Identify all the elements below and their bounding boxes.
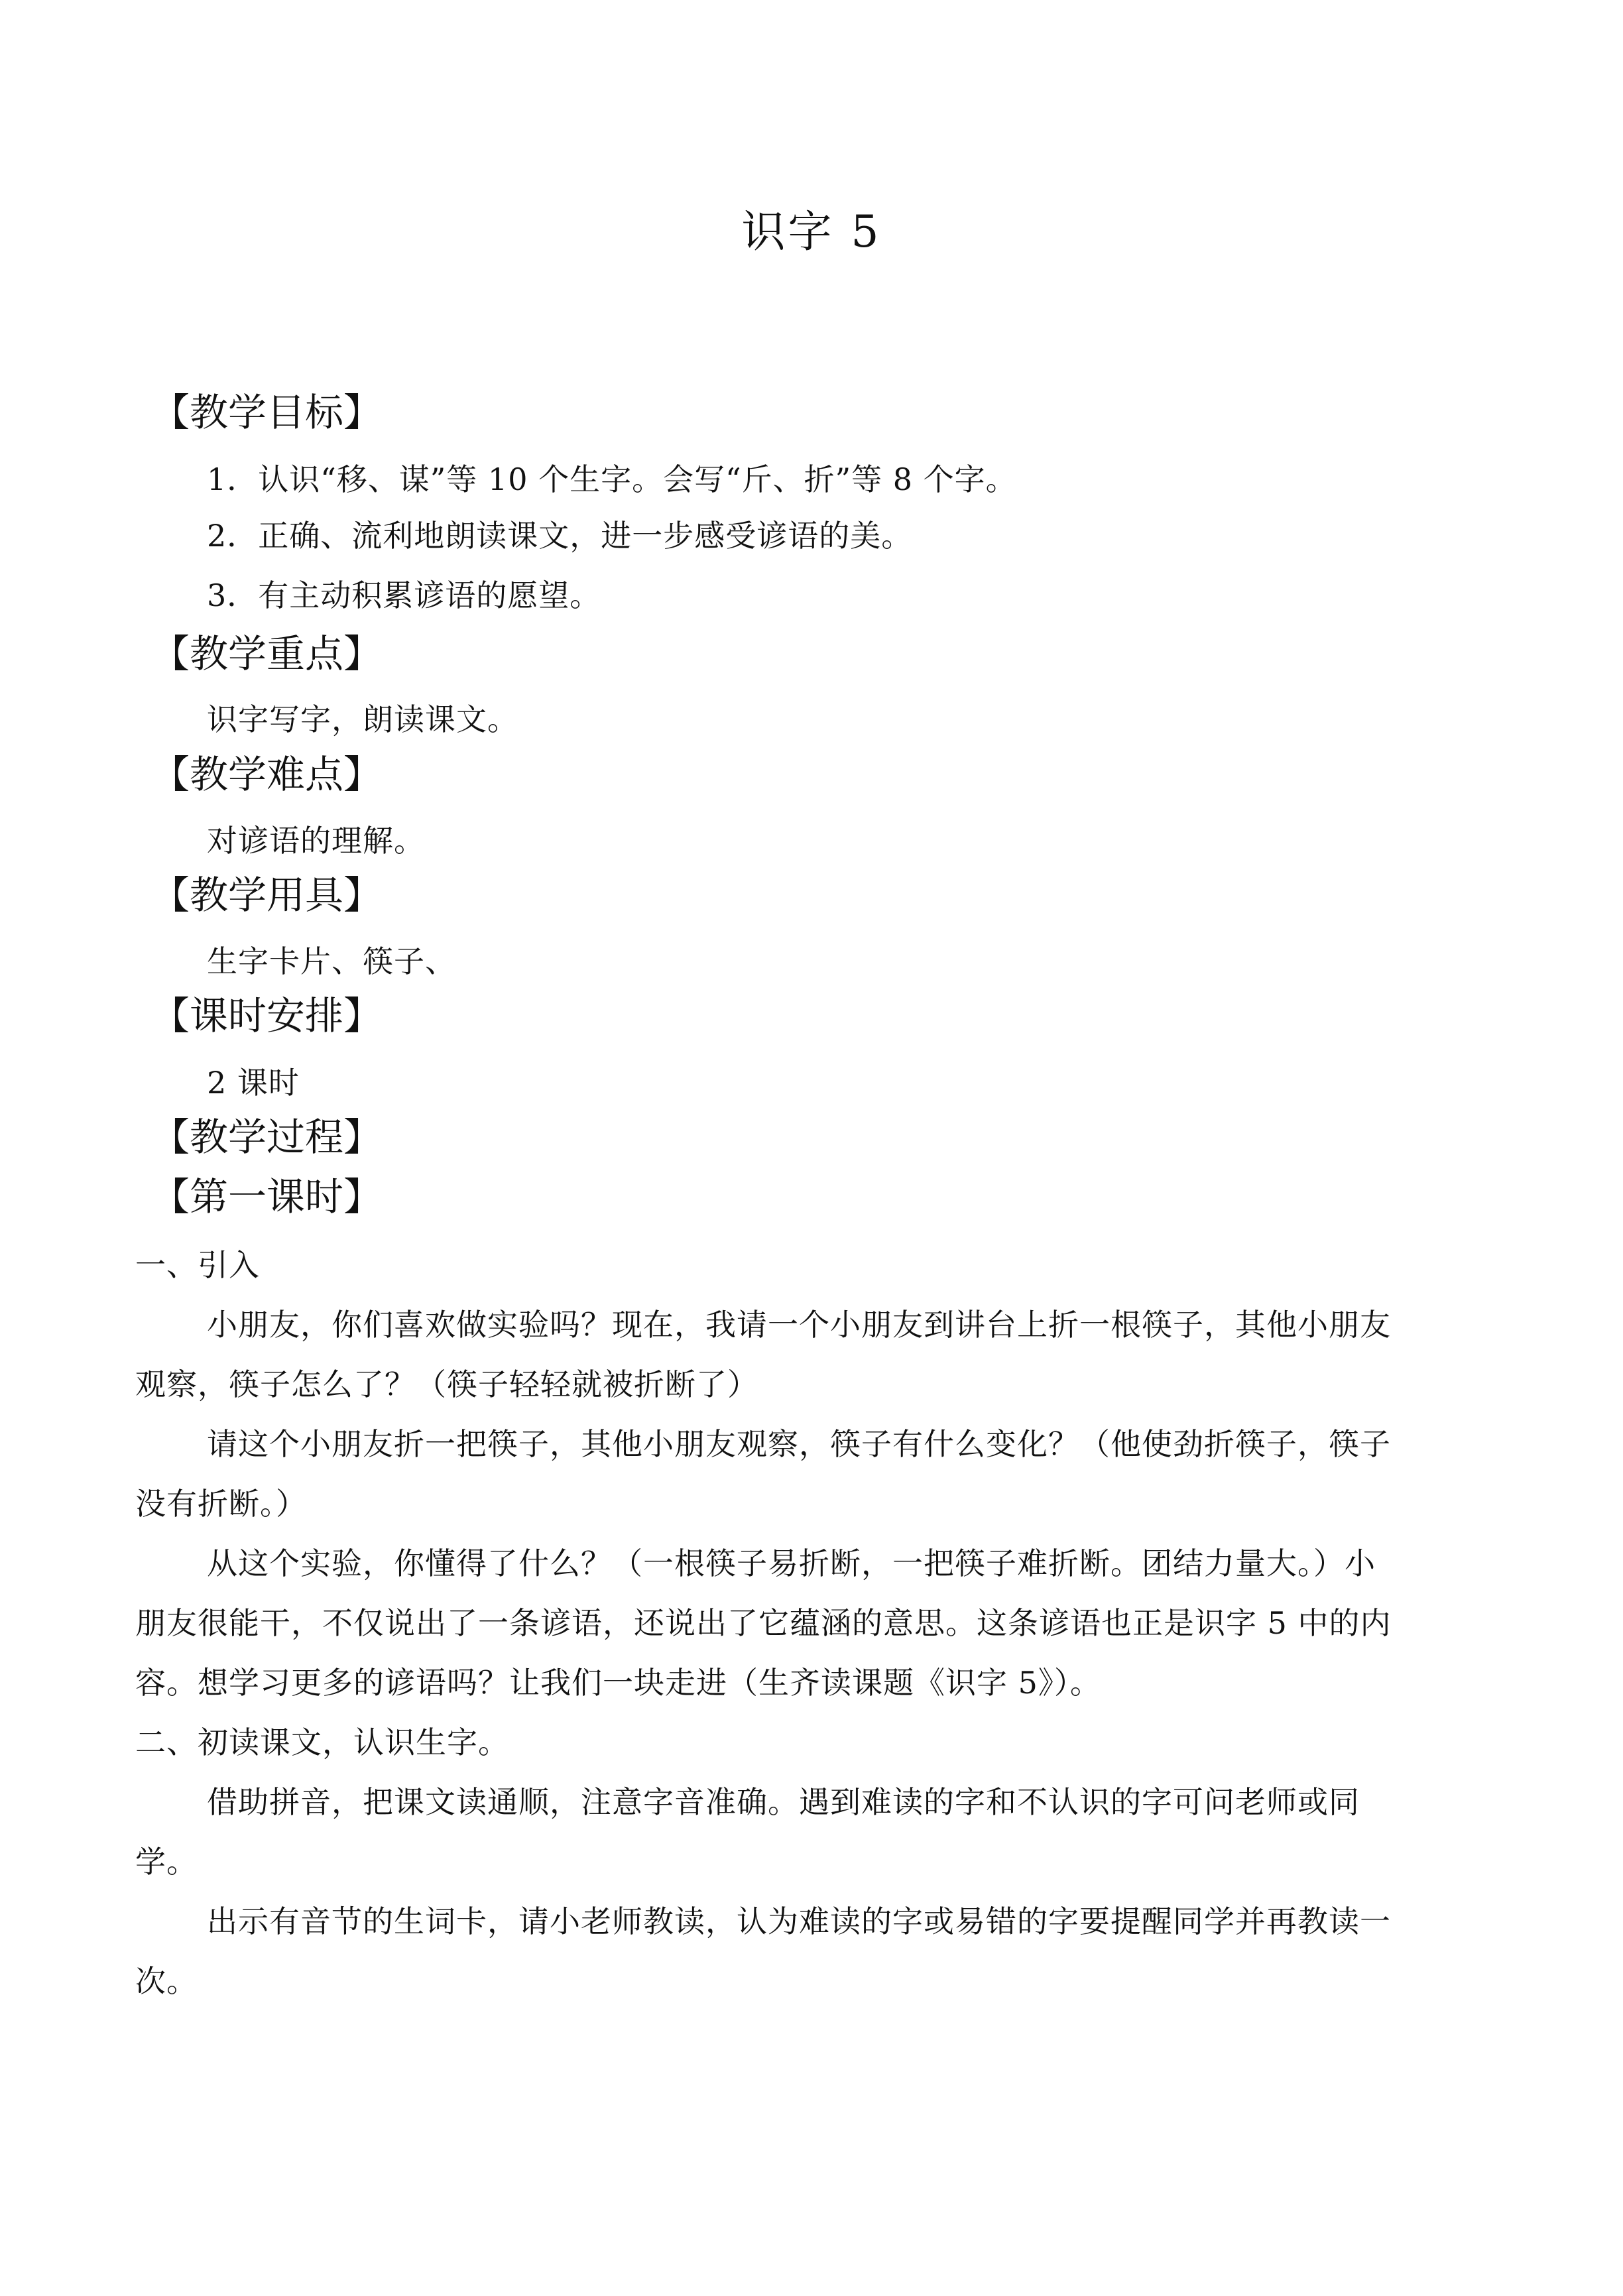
heading-schedule: 【课时安排】 xyxy=(151,993,383,1038)
heading-tools: 【教学用具】 xyxy=(151,873,383,918)
paragraph-line: 没有折断。） xyxy=(135,1486,307,1522)
heading-process: 【教学过程】 xyxy=(151,1115,383,1160)
heading-difficulties: 【教学难点】 xyxy=(151,752,383,797)
paragraph-line: 学。 xyxy=(135,1844,198,1880)
schedule-text: 2 课时 xyxy=(207,1065,300,1101)
heading-key-points: 【教学重点】 xyxy=(151,631,383,676)
heading-objectives: 【教学目标】 xyxy=(151,390,383,435)
paragraph-line: 请这个小朋友折一把筷子，其他小朋友观察，筷子有什么变化？（他使劲折筷子，筷子 xyxy=(207,1426,1391,1462)
objective-item: 1．认识“移、谋”等 10 个生字。会写“斤、折”等 8 个字。 xyxy=(207,461,1017,497)
heading-first-lesson: 【第一课时】 xyxy=(151,1174,383,1219)
objective-item: 3．有主动积累谚语的愿望。 xyxy=(207,577,601,613)
paragraph-line: 小朋友，你们喜欢做实验吗？现在，我请一个小朋友到讲台上折一根筷子，其他小朋友 xyxy=(207,1307,1391,1343)
paragraph-line: 朋友很能干，不仅说出了一条谚语，还说出了它蕴涵的意思。这条谚语也正是识字 5 中的内 xyxy=(135,1605,1392,1641)
paragraph-line: 容。想学习更多的谚语吗？让我们一块走进（生齐读课题《识字 5》）。 xyxy=(135,1665,1101,1701)
paragraph-line: 观察，筷子怎么了？（筷子轻轻就被折断了） xyxy=(135,1366,758,1402)
paragraph-line: 从这个实验，你懂得了什么？（一根筷子易折断，一把筷子难折断。团结力量大。）小 xyxy=(207,1545,1376,1581)
part1-heading: 一、引入 xyxy=(135,1247,260,1283)
difficulties-text: 对谚语的理解。 xyxy=(207,823,425,859)
paragraph-line: 次。 xyxy=(135,1963,198,1999)
tools-text: 生字卡片、筷子、 xyxy=(207,943,456,979)
document-title: 识字 5 xyxy=(741,206,882,257)
key-points-text: 识字写字，朗读课文。 xyxy=(207,701,518,737)
paragraph-line: 出示有音节的生词卡，请小老师教读，认为难读的字或易错的字要提醒同学并再教读一 xyxy=(207,1903,1391,1939)
part2-heading: 二、初读课文，认识生字。 xyxy=(135,1724,509,1760)
paragraph-line: 借助拼音，把课文读通顺，注意字音准确。遇到难读的字和不认识的字可问老师或同 xyxy=(207,1784,1360,1820)
objective-item: 2．正确、流利地朗读课文，进一步感受谚语的美。 xyxy=(207,518,913,554)
